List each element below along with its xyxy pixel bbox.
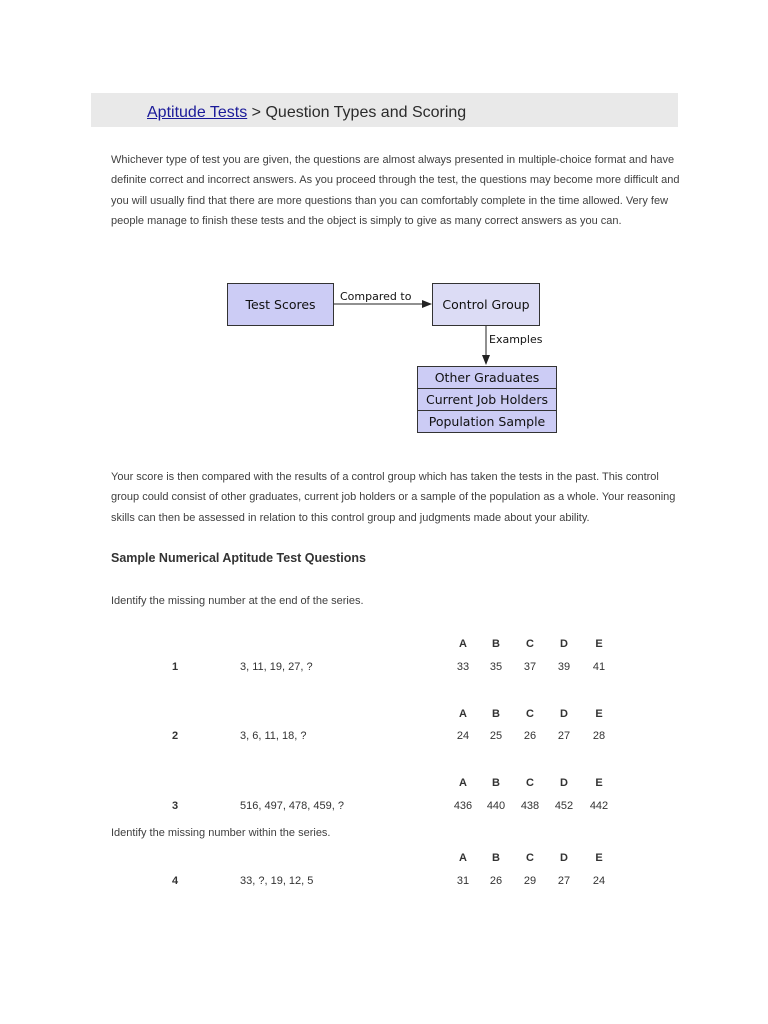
answer-option: 28 (592, 730, 606, 742)
option-letters-row (448, 777, 628, 793)
instruction-end-series: Identify the missing number at the end of the series. (111, 595, 364, 607)
example-other-graduates: Other Graduates (417, 366, 557, 389)
answer-option: 27 (557, 875, 571, 887)
option-letter: A (459, 708, 467, 720)
question-series: 3, 11, 19, 27, ? (240, 661, 313, 673)
question-number: 3 (172, 800, 179, 812)
option-letter: B (492, 638, 500, 650)
answer-options-row (448, 800, 628, 816)
answer-option: 31 (456, 875, 470, 887)
answer-options-row (448, 661, 628, 677)
option-letter: C (526, 638, 534, 650)
option-letter: E (595, 852, 603, 864)
section-title: Sample Numerical Aptitude Test Questions (111, 551, 366, 565)
answer-option: 442 (589, 800, 609, 812)
option-letter: C (526, 708, 534, 720)
option-letter: E (595, 708, 603, 720)
option-letter: C (526, 852, 534, 864)
answer-option: 39 (557, 661, 571, 673)
option-letter: D (560, 638, 568, 650)
answer-option: 26 (489, 875, 503, 887)
control-group-box: Control Group (432, 283, 540, 326)
answer-option: 27 (557, 730, 571, 742)
answer-option: 438 (520, 800, 540, 812)
option-letter: A (459, 777, 467, 789)
answer-option: 33 (456, 661, 470, 673)
option-letter: E (595, 638, 603, 650)
answer-option: 24 (592, 875, 606, 887)
option-letter: A (459, 852, 467, 864)
answer-option: 25 (489, 730, 503, 742)
question-number: 4 (172, 875, 179, 887)
answer-option: 440 (486, 800, 506, 812)
answer-option: 436 (453, 800, 473, 812)
intro-paragraph: Whichever type of test you are given, the questions are almost always presented in multiple-choice format and have definite correct and incorrect answers. As you proceed through the test, the questions may become more difficult and you will usually find that there are more questions than you can comfortably complete in the time allowed. Very few people manage to finish these tests and the object is simply to give as many correct answers as you can. (111, 154, 680, 227)
option-letters-row (448, 852, 628, 868)
breadcrumb-current: Question Types and Scoring (265, 104, 467, 121)
question-number: 2 (172, 730, 179, 742)
question-series: 3, 6, 11, 18, ? (240, 730, 307, 742)
answer-option: 37 (523, 661, 537, 673)
examples-label: Examples (489, 333, 543, 346)
answer-option: 24 (456, 730, 470, 742)
test-scores-box: Test Scores (227, 283, 334, 326)
instruction-within-series: Identify the missing number within the series. (111, 827, 331, 839)
example-population-sample: Population Sample (417, 410, 557, 433)
option-letter: D (560, 852, 568, 864)
answer-option: 41 (592, 661, 606, 673)
option-letter: C (526, 777, 534, 789)
breadcrumb-separator: > (251, 104, 262, 121)
option-letters-row (448, 708, 628, 724)
option-letter: A (459, 638, 467, 650)
breadcrumb-link-aptitude-tests[interactable]: Aptitude Tests (147, 104, 248, 121)
option-letter: B (492, 852, 500, 864)
answer-options-row (448, 730, 628, 746)
explanation-paragraph: Your score is then compared with the results of a control group which has taken the tests in the past. This control group could consist of other graduates, current job holders or a sample of the population as a whole. Your reasoning skills can then be assessed in relation to this control group and judgments made about your ability. (111, 471, 676, 524)
question-series: 516, 497, 478, 459, ? (240, 800, 344, 812)
option-letter: D (560, 708, 568, 720)
option-letter: B (492, 708, 500, 720)
option-letters-row (448, 638, 628, 654)
answer-option: 29 (523, 875, 537, 887)
answer-options-row (448, 875, 628, 891)
example-current-job-holders: Current Job Holders (417, 388, 557, 411)
answer-option: 35 (489, 661, 503, 673)
option-letter: E (595, 777, 603, 789)
answer-option: 452 (554, 800, 574, 812)
compared-to-label: Compared to (340, 290, 412, 303)
answer-option: 26 (523, 730, 537, 742)
option-letter: B (492, 777, 500, 789)
question-number: 1 (172, 661, 179, 673)
option-letter: D (560, 777, 568, 789)
question-series: 33, ?, 19, 12, 5 (240, 875, 314, 887)
